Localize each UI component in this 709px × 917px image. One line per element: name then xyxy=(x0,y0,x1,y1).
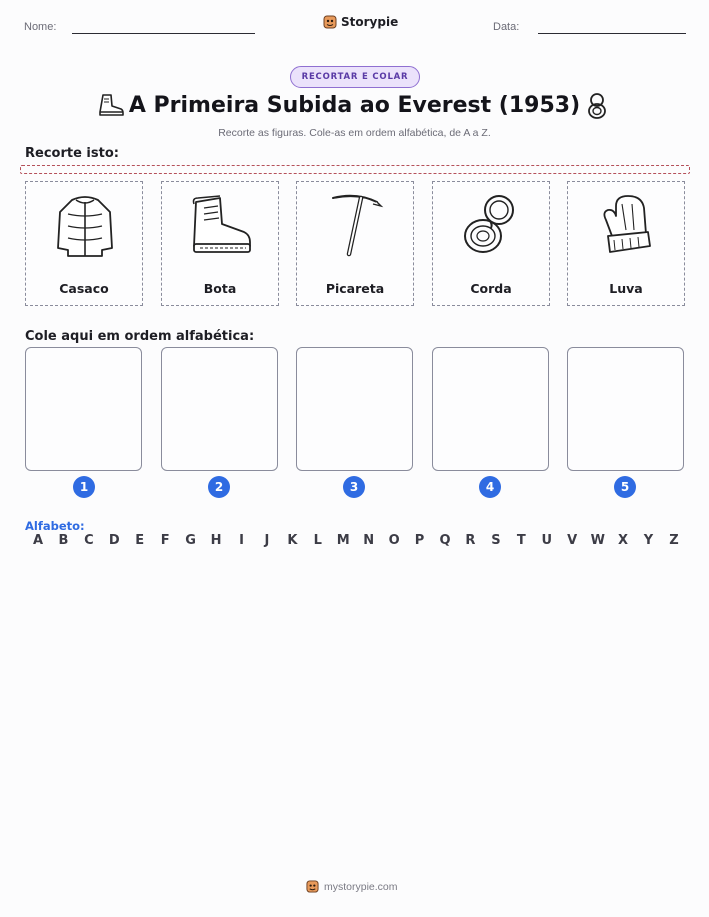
mitten-icon xyxy=(592,190,662,260)
alphabet-letter: S xyxy=(491,533,501,548)
paste-box-1[interactable] xyxy=(25,347,142,471)
paste-box-4[interactable] xyxy=(432,347,549,471)
brand-logo xyxy=(323,14,398,30)
name-line[interactable] xyxy=(72,33,255,34)
card-label: Picareta xyxy=(325,281,385,296)
alphabet-letter: A xyxy=(32,533,44,548)
alphabet-letter: D xyxy=(108,533,120,548)
card-label: Casaco xyxy=(59,281,109,296)
alphabet-letter: V xyxy=(567,533,578,548)
alphabet-letter: J xyxy=(264,533,270,548)
cut-line xyxy=(20,165,690,174)
alphabet-letter: F xyxy=(160,533,170,548)
order-number-3: 3 xyxy=(343,476,365,498)
name-label: Nome: xyxy=(24,21,57,33)
cut-section-label: Recorte isto: xyxy=(25,146,119,161)
paste-box-5[interactable] xyxy=(567,347,684,471)
alphabet-letter: W xyxy=(590,533,605,548)
alphabet-letter: U xyxy=(541,533,553,548)
alphabet-letter: R xyxy=(465,533,476,548)
rope-icon xyxy=(584,92,610,120)
alphabet-label: Alfabeto: xyxy=(25,519,85,533)
alphabet-letter: I xyxy=(239,533,244,548)
order-number-1: 1 xyxy=(73,476,95,498)
alphabet-letter: O xyxy=(388,533,400,548)
alphabet-letter: K xyxy=(287,533,298,548)
cut-card-luva[interactable] xyxy=(567,181,685,306)
date-label: Data: xyxy=(493,21,520,33)
alphabet-letter: T xyxy=(516,533,526,548)
rope-icon xyxy=(457,190,527,260)
cut-card-picareta[interactable] xyxy=(296,181,414,306)
alphabet-letter: E xyxy=(135,533,145,548)
alphabet-letter: Q xyxy=(439,533,451,548)
alphabet-letter: Y xyxy=(643,533,654,548)
ice-axe-icon xyxy=(321,190,391,260)
order-number-2: 2 xyxy=(208,476,230,498)
jacket-icon xyxy=(50,190,120,260)
storypie-mascot-icon xyxy=(306,879,319,894)
alphabet-letter: H xyxy=(210,533,222,548)
alphabet-letter: Z xyxy=(669,533,679,548)
card-label: Bota xyxy=(203,281,237,296)
alphabet-letter: P xyxy=(414,533,425,548)
paste-box-3[interactable] xyxy=(296,347,413,471)
alphabet-letter: G xyxy=(185,533,196,548)
card-label: Corda xyxy=(470,281,512,296)
date-line[interactable] xyxy=(538,33,686,34)
order-number-4: 4 xyxy=(479,476,501,498)
cut-card-corda[interactable] xyxy=(432,181,550,306)
footer xyxy=(306,879,398,894)
paste-section-label: Cole aqui em ordem alfabética: xyxy=(25,329,255,344)
cut-card-bota[interactable] xyxy=(161,181,279,306)
alphabet-letter: L xyxy=(313,533,322,548)
card-label: Luva xyxy=(609,281,643,296)
alphabet-letter: N xyxy=(363,533,375,548)
alphabet-letter: X xyxy=(618,533,629,548)
storypie-mascot-icon xyxy=(323,14,337,30)
cut-card-casaco[interactable] xyxy=(25,181,143,306)
page-title: A Primeira Subida ao Everest (1953) xyxy=(128,93,581,118)
alphabet-letter: M xyxy=(336,533,350,548)
alphabet-row xyxy=(31,533,681,548)
order-number-5: 5 xyxy=(614,476,636,498)
brand-name: Storypie xyxy=(341,15,399,29)
alphabet-letter: B xyxy=(58,533,69,548)
footer-url[interactable]: mystorypie.com xyxy=(324,880,398,893)
instructions: Recorte as figuras. Cole-as em ordem alfabética, de A a Z. xyxy=(218,127,491,139)
boot-icon xyxy=(186,190,256,260)
paste-box-2[interactable] xyxy=(161,347,278,471)
alphabet-letter: C xyxy=(84,533,94,548)
activity-badge: RECORTAR E COLAR xyxy=(290,66,420,88)
